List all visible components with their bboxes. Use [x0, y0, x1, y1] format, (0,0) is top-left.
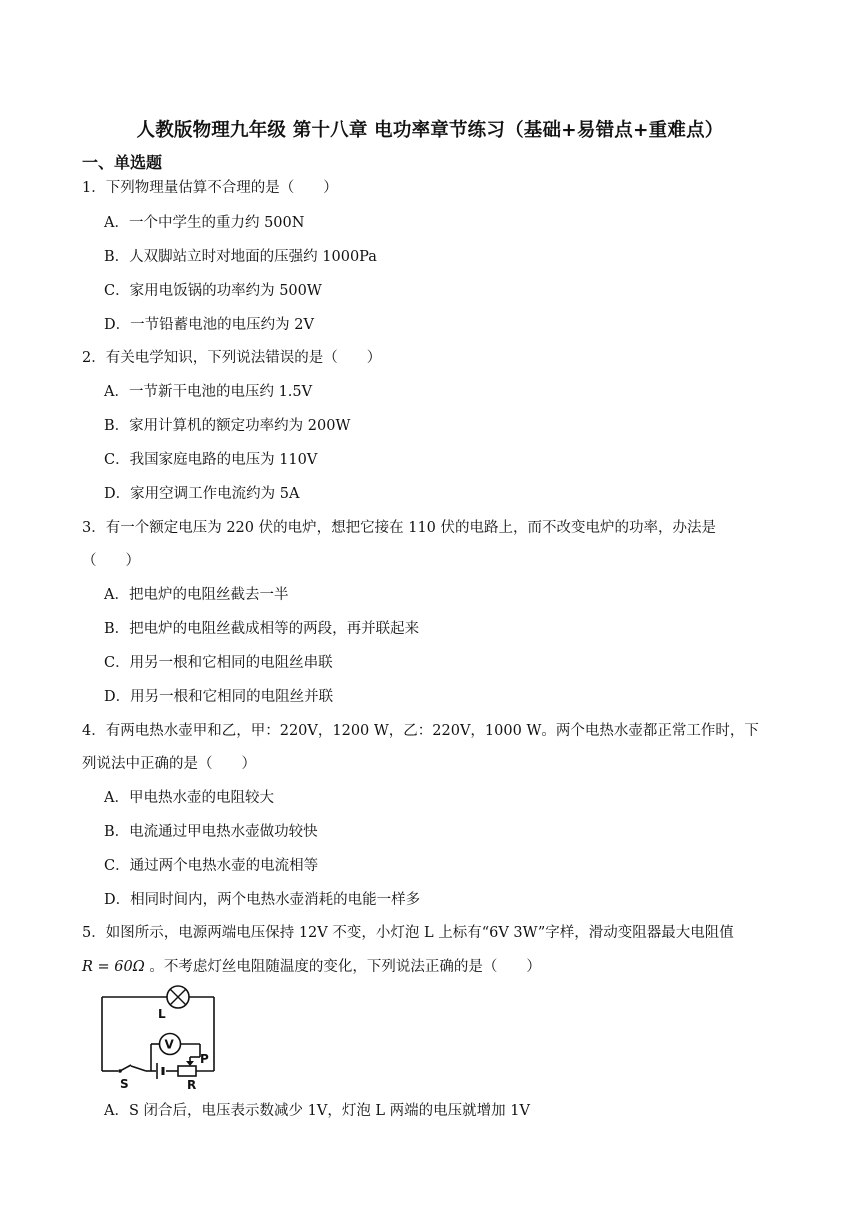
question-3-stem-line2: （ ）	[82, 553, 140, 569]
switch-icon	[118, 1065, 131, 1073]
question-3-option-d[interactable]: D．用另一根和它相同的电阻丝并联	[104, 689, 334, 705]
lamp-label: L	[158, 1007, 166, 1021]
section-heading: 一、单选题	[82, 153, 163, 172]
question-1-option-c[interactable]: C．家用电饭锅的功率约为 500W	[104, 283, 322, 299]
question-5-stem-line2	[82, 957, 541, 977]
circuit-diagram	[96, 985, 226, 1095]
question-1-stem: 1．下列物理量估算不合理的是（ ）	[82, 180, 338, 196]
question-5-stem-line1: 5．如图所示，电源两端电压保持 12V 不变，小灯泡 L 上标有“6V 3W”字样，滑动变阻器最大电阻值	[82, 925, 734, 941]
question-3-option-b[interactable]: B．把电炉的电阻丝截成相等的两段，再并联起来	[104, 621, 420, 637]
question-5-option-a[interactable]: A．S 闭合后，电压表示数减少 1V，灯泡 L 两端的电压就增加 1V	[104, 1103, 530, 1119]
question-3-option-a[interactable]: A．把电炉的电阻丝截去一半	[104, 587, 289, 603]
question-3-option-c[interactable]: C．用另一根和它相同的电阻丝串联	[104, 655, 333, 671]
question-4-option-a[interactable]: A．甲电热水壶的电阻较大	[104, 790, 274, 806]
rheostat-icon	[178, 1057, 200, 1076]
question-4-option-b[interactable]: B．电流通过甲电热水壶做功较快	[104, 824, 318, 840]
question-1-option-b[interactable]: B．人双脚站立时对地面的压强约 1000Pa	[104, 249, 377, 265]
question-2-option-a[interactable]: A．一节新干电池的电压约 1.5V	[104, 384, 313, 400]
voltmeter-label: V	[164, 1037, 174, 1052]
document-title: 人教版物理九年级 第十八章 电功率章节练习（基础+易错点+重难点）	[136, 120, 724, 141]
question-4-stem-line2: 列说法中正确的是（ ）	[82, 756, 256, 772]
lamp-icon	[167, 986, 189, 1008]
question-2-option-c[interactable]: C．我国家庭电路的电压为 110V	[104, 452, 318, 468]
rheostat-label: R	[187, 1078, 197, 1092]
question-4-option-d[interactable]: D．相同时间内，两个电热水壶消耗的电能一样多	[104, 892, 421, 908]
question-5-stem-line2-rest: 。不考虑灯丝电阻随温度的变化，下列说法正确的是（ ）	[144, 959, 541, 975]
question-1-option-a[interactable]: A．一个中学生的重力约 500N	[104, 215, 305, 231]
question-2-option-d[interactable]: D．家用空调工作电流约为 5A	[104, 486, 300, 502]
question-2-stem: 2．有关电学知识，下列说法错误的是（ ）	[82, 350, 382, 366]
question-3-stem-line1: 3．有一个额定电压为 220 伏的电炉，想把它接在 110 伏的电路上，而不改变电炉的功率，办法是	[82, 520, 717, 536]
question-4-option-c[interactable]: C．通过两个电热水壶的电流相等	[104, 858, 319, 874]
question-2-option-b[interactable]: B．家用计算机的额定功率约为 200W	[104, 418, 351, 434]
slider-label: P	[200, 1052, 209, 1066]
resistance-formula: R = 60Ω	[82, 959, 145, 975]
question-4-stem-line1: 4．有两电热水壶甲和乙，甲：220V，1200 W，乙：220V，1000 W。两个电热水壶都正常工作时，下	[82, 723, 759, 739]
battery-icon	[157, 1063, 163, 1079]
question-1-option-d[interactable]: D．一节铅蓄电池的电压约为 2V	[104, 317, 314, 333]
switch-label: S	[120, 1077, 129, 1091]
